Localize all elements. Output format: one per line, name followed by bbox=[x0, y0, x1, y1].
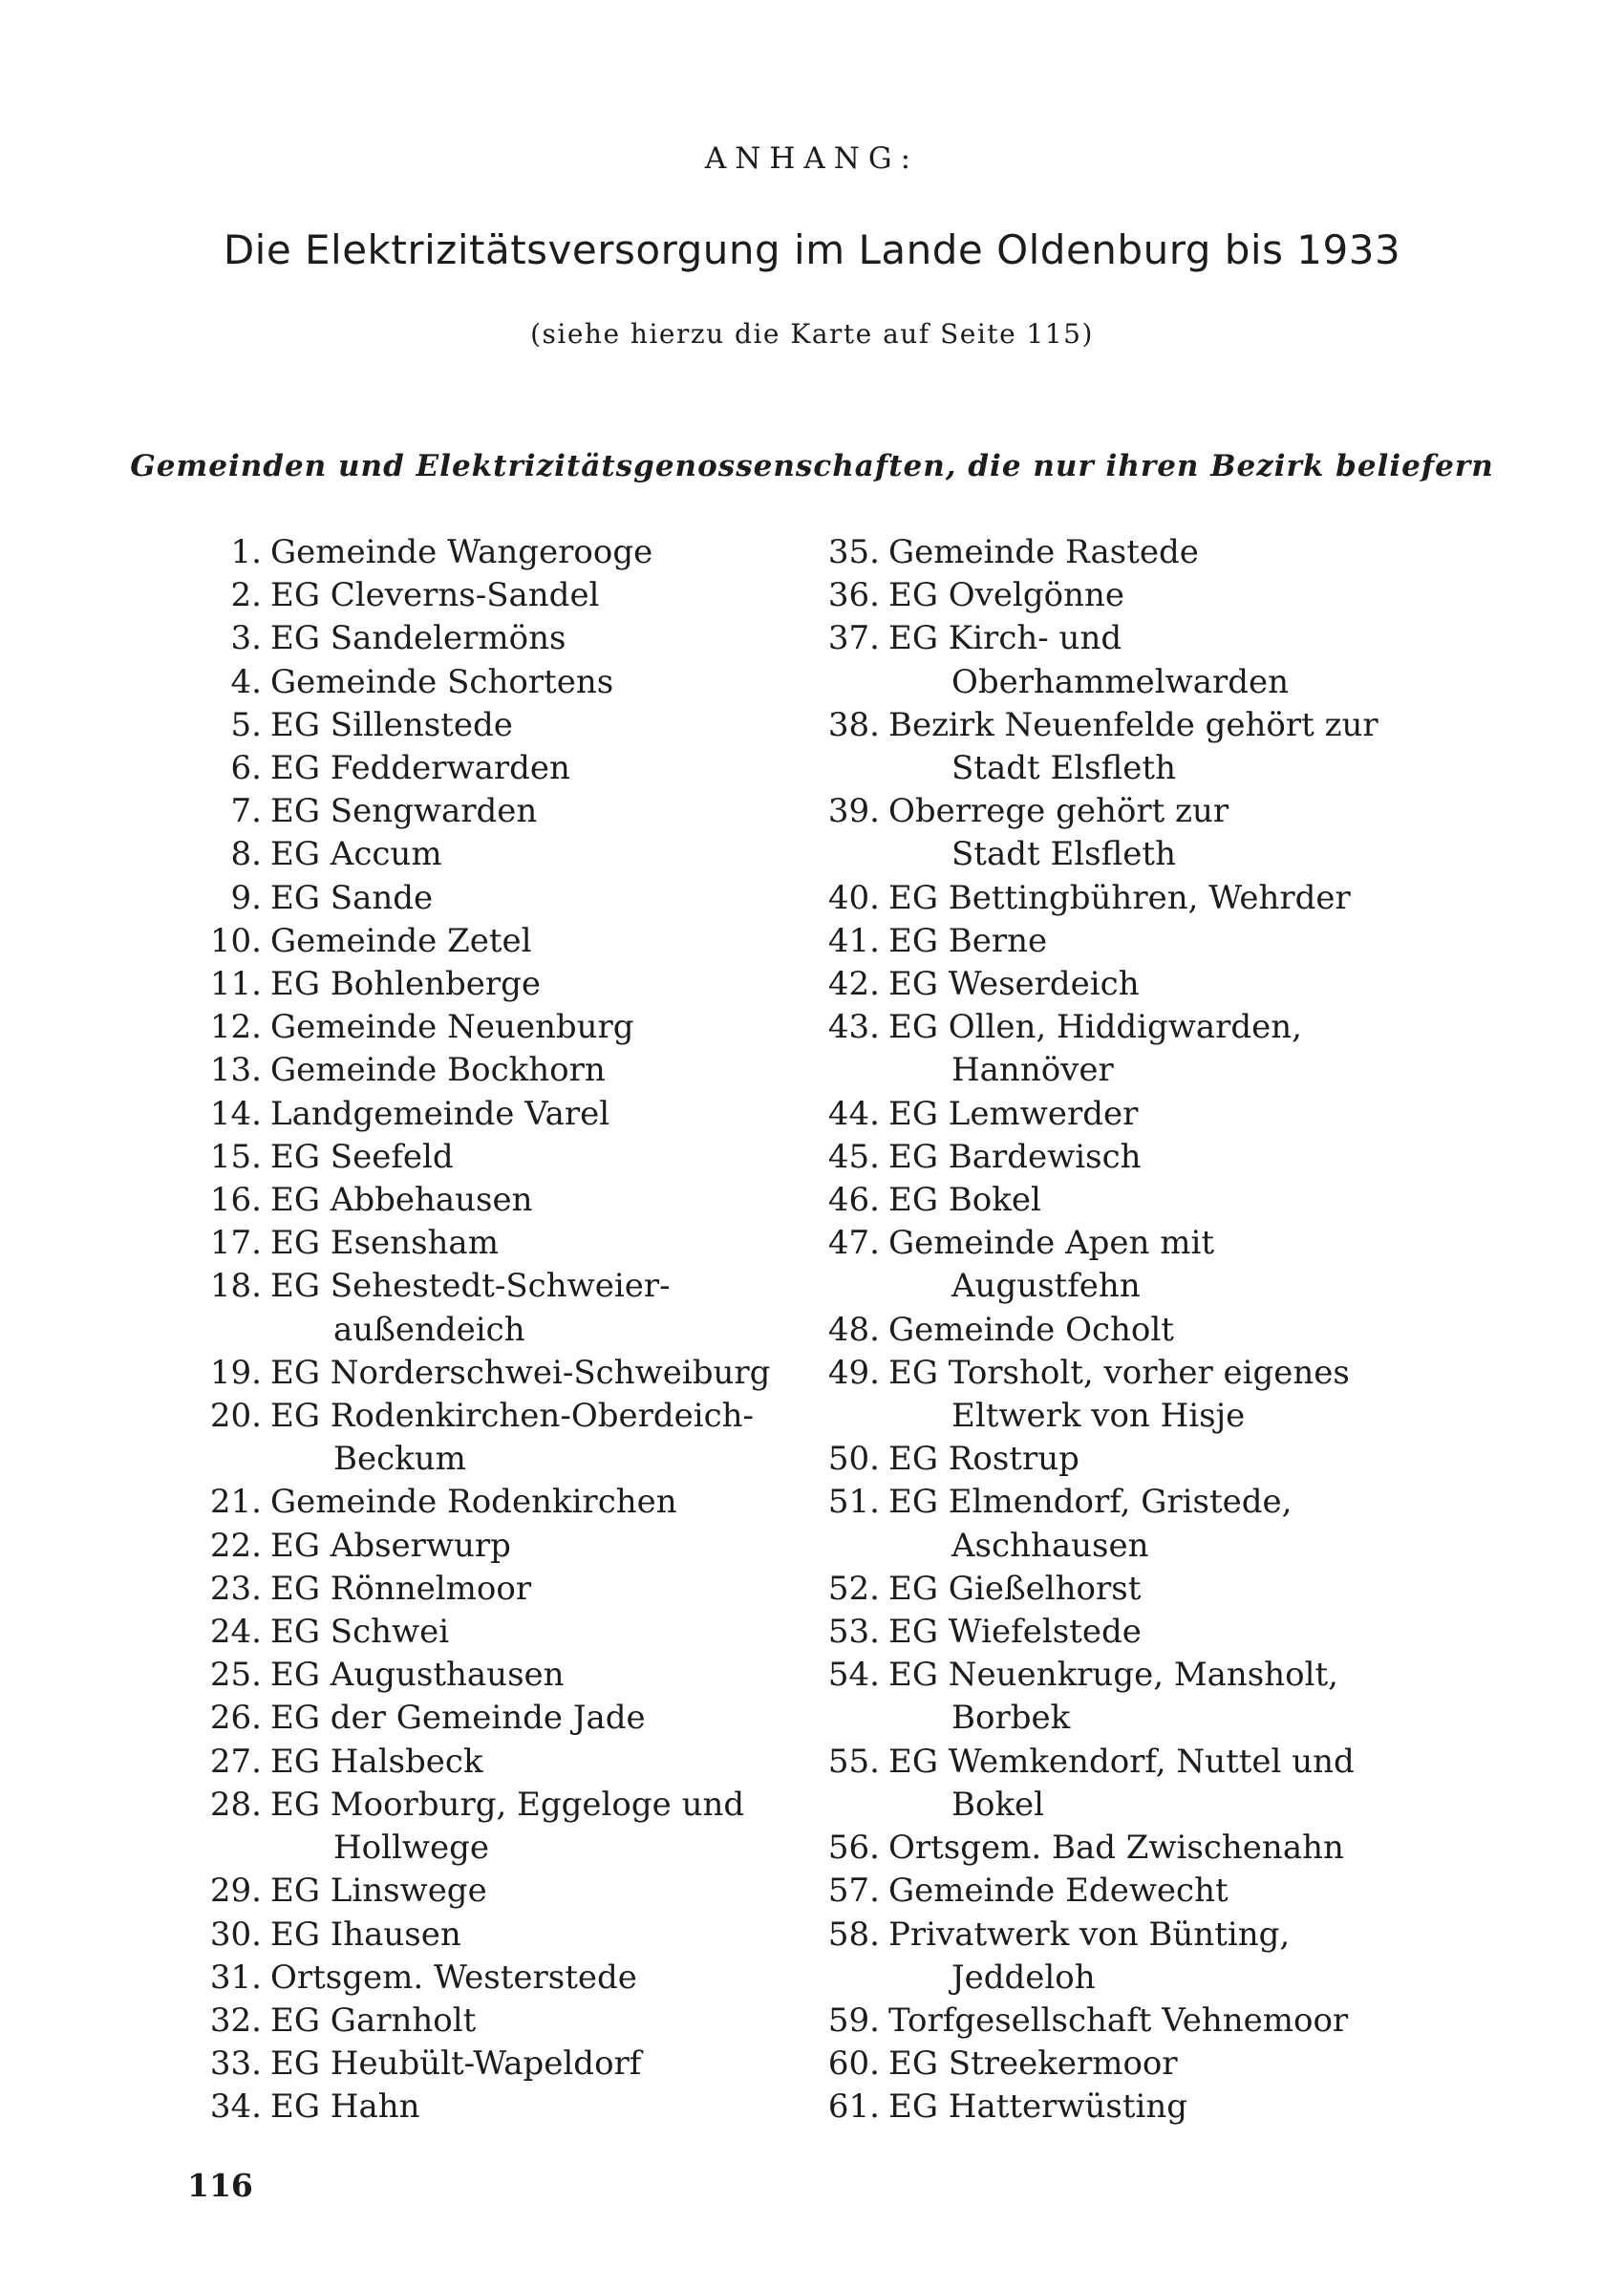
list-item-text bbox=[888, 1654, 1492, 1740]
list-item-number: 50. bbox=[827, 1440, 880, 1479]
list-item-line: EG Hahn bbox=[270, 2087, 420, 2127]
list-item-number: 12. bbox=[209, 1008, 262, 1047]
list-item-line: EG Moorburg, Eggeloge und bbox=[270, 1785, 745, 1824]
list-item bbox=[143, 1525, 802, 1568]
list-item-text bbox=[270, 1870, 802, 1913]
list-item bbox=[785, 1568, 1492, 1611]
list-item-text bbox=[270, 1525, 802, 1568]
list-item-line: Gemeinde Ocholt bbox=[888, 1310, 1174, 1349]
list-item bbox=[143, 1741, 802, 1784]
list-item-text bbox=[270, 1957, 802, 2000]
list-item bbox=[785, 1352, 1492, 1438]
list-item-number: 8. bbox=[230, 835, 262, 874]
list-item bbox=[785, 1914, 1492, 2000]
list-item-text bbox=[888, 1006, 1492, 1092]
list-item-text bbox=[888, 2043, 1492, 2086]
list-item-line: EG Sillenstede bbox=[270, 705, 513, 744]
list-item bbox=[785, 877, 1492, 920]
list-item-continuation: Jeddeloh bbox=[951, 1958, 1096, 1997]
list-item-number: 23. bbox=[209, 1569, 262, 1608]
list-item-line: EG Wiefelstede bbox=[888, 1613, 1142, 1652]
list-item-number: 1. bbox=[230, 533, 262, 571]
list-item-number: 37. bbox=[827, 619, 880, 658]
list-item-line: EG Bardewisch bbox=[888, 1137, 1142, 1176]
list-item-text bbox=[888, 1136, 1492, 1179]
list-item-text bbox=[888, 1870, 1492, 1913]
list-item-text bbox=[270, 747, 802, 790]
list-item-number: 48. bbox=[827, 1310, 880, 1349]
list-item-number: 46. bbox=[827, 1181, 880, 1220]
page-subtitle: (siehe hierzu die Karte auf Seite 115) bbox=[530, 318, 1094, 350]
list-item-line: Privatwerk von Bünting, bbox=[888, 1915, 1291, 1954]
list-item-text bbox=[888, 1568, 1492, 1611]
list-item bbox=[785, 1309, 1492, 1352]
list-item-number: 27. bbox=[209, 1742, 262, 1781]
list-item-line: EG Augusthausen bbox=[270, 1656, 565, 1695]
list-item bbox=[785, 704, 1492, 790]
list-item-line: EG Cleverns-Sandel bbox=[270, 576, 600, 615]
list-item-text bbox=[270, 1914, 802, 1957]
list-item-number: 42. bbox=[827, 965, 880, 1004]
list-item bbox=[143, 1352, 802, 1395]
list-item-number: 28. bbox=[209, 1785, 262, 1824]
list-item-text bbox=[270, 661, 802, 704]
list-item-number: 40. bbox=[827, 878, 880, 917]
list-item-number: 60. bbox=[827, 2044, 880, 2084]
list-item-number: 6. bbox=[230, 749, 262, 788]
list-item-text bbox=[270, 1741, 802, 1784]
list-item-number: 58. bbox=[827, 1915, 880, 1954]
list-item-continuation: Bokel bbox=[951, 1785, 1045, 1824]
list-item-continuation: Oberhammelwarden bbox=[951, 662, 1290, 701]
list-item-text bbox=[270, 531, 802, 574]
list-item-line: EG Seefeld bbox=[270, 1137, 454, 1176]
list-item bbox=[143, 1870, 802, 1913]
list-item-line: EG Gießelhorst bbox=[888, 1569, 1142, 1608]
list-item bbox=[785, 2043, 1492, 2086]
list-item-continuation: Hollwege bbox=[333, 1829, 489, 1868]
list-item-line: EG Bettingbühren, Wehrder bbox=[888, 878, 1351, 917]
list-item-text bbox=[270, 1352, 802, 1395]
list-item-line: Landgemeinde Varel bbox=[270, 1094, 610, 1133]
list-item-number: 18. bbox=[209, 1267, 262, 1306]
list-item-line: EG der Gemeinde Jade bbox=[270, 1699, 646, 1738]
list-item-line: Gemeinde Wangerooge bbox=[270, 533, 653, 571]
list-item-text bbox=[270, 877, 802, 920]
list-item-line: EG Neuenkruge, Mansholt, bbox=[888, 1656, 1338, 1695]
list-item-number: 36. bbox=[827, 576, 880, 615]
list-item-number: 14. bbox=[209, 1094, 262, 1133]
list-item bbox=[785, 1006, 1492, 1092]
list-item-number: 34. bbox=[209, 2087, 262, 2127]
list-item-number: 7. bbox=[230, 792, 262, 831]
list-item-text bbox=[888, 1179, 1492, 1222]
list-item-text bbox=[270, 1006, 802, 1049]
list-item-line: Oberrege gehört zur bbox=[888, 792, 1229, 831]
list-item bbox=[785, 1827, 1492, 1870]
list-item-continuation: außendeich bbox=[333, 1310, 525, 1349]
list-item bbox=[785, 790, 1492, 876]
list-item-continuation: Borbek bbox=[951, 1699, 1071, 1738]
list-item-line: EG Berne bbox=[888, 921, 1048, 960]
list-item-number: 15. bbox=[209, 1137, 262, 1176]
list-item bbox=[143, 963, 802, 1006]
list-item-line: EG Halsbeck bbox=[270, 1742, 483, 1781]
list-item-text bbox=[888, 1481, 1492, 1567]
list-item-number: 16. bbox=[209, 1181, 262, 1220]
list-item-text bbox=[888, 531, 1492, 574]
list-item-number: 9. bbox=[230, 878, 262, 917]
list-item-line: EG Torsholt, vorher eigenes bbox=[888, 1353, 1350, 1392]
list-item-line: Gemeinde Rodenkirchen bbox=[270, 1483, 677, 1522]
list-item-number: 35. bbox=[827, 533, 880, 571]
list-item-text bbox=[270, 574, 802, 617]
list-item-line: Gemeinde Rastede bbox=[888, 533, 1199, 571]
list-item-continuation: Stadt Elsfleth bbox=[951, 749, 1176, 788]
list-item-text bbox=[888, 2086, 1492, 2129]
list-item-text bbox=[888, 1309, 1492, 1352]
list-item-text bbox=[888, 704, 1492, 790]
list-item-line: Gemeinde Neuenburg bbox=[270, 1008, 634, 1047]
list-item-text bbox=[270, 2043, 802, 2086]
list-item bbox=[143, 574, 802, 617]
list-item-line: EG Abserwurp bbox=[270, 1526, 511, 1565]
list-item-text bbox=[270, 1654, 802, 1697]
list-item-line: EG Hatterwüsting bbox=[888, 2087, 1188, 2127]
list-item-continuation: Hannöver bbox=[951, 1051, 1114, 1090]
list-item-number: 26. bbox=[209, 1699, 262, 1738]
list-item-text bbox=[888, 963, 1492, 1006]
list-item-number: 56. bbox=[827, 1829, 880, 1868]
list-item bbox=[143, 1957, 802, 2000]
list-item-text bbox=[270, 1179, 802, 1222]
list-item bbox=[143, 1481, 802, 1524]
list-item-number: 52. bbox=[827, 1569, 880, 1608]
list-item-text bbox=[270, 617, 802, 660]
list-item-continuation: Augustfehn bbox=[951, 1267, 1141, 1306]
list-item-number: 30. bbox=[209, 1915, 262, 1954]
list-item-text bbox=[888, 1222, 1492, 1308]
list-item-line: EG Lemwerder bbox=[888, 1094, 1139, 1133]
list-item-text bbox=[888, 1093, 1492, 1136]
list-item-number: 17. bbox=[209, 1224, 262, 1263]
list-item-line: EG Rostrup bbox=[888, 1440, 1079, 1479]
list-item-line: EG Sengwarden bbox=[270, 792, 538, 831]
list-item bbox=[143, 1914, 802, 1957]
list-item-number: 10. bbox=[209, 921, 262, 960]
list-item-number: 32. bbox=[209, 2001, 262, 2040]
left-column-list bbox=[143, 531, 802, 2129]
list-item bbox=[143, 1611, 802, 1654]
list-item-text bbox=[270, 1136, 802, 1179]
list-item bbox=[785, 1136, 1492, 1179]
list-item-text bbox=[888, 877, 1492, 920]
list-item bbox=[785, 1093, 1492, 1136]
list-item bbox=[785, 617, 1492, 703]
list-item-number: 21. bbox=[209, 1483, 262, 1522]
list-item-line: EG Accum bbox=[270, 835, 442, 874]
list-item bbox=[143, 661, 802, 704]
list-item-number: 4. bbox=[230, 662, 262, 701]
list-item bbox=[143, 1049, 802, 1092]
list-item-number: 38. bbox=[827, 705, 880, 744]
list-item-line: EG Elmendorf, Gristede, bbox=[888, 1483, 1293, 1522]
list-item-text bbox=[888, 1438, 1492, 1481]
list-item-line: EG Rodenkirchen-Oberdeich- bbox=[270, 1397, 755, 1436]
list-item-text bbox=[888, 1827, 1492, 1870]
list-item-line: EG Sande bbox=[270, 878, 434, 917]
list-item-line: Gemeinde Edewecht bbox=[888, 1872, 1229, 1911]
list-item-number: 39. bbox=[827, 792, 880, 831]
list-item-number: 13. bbox=[209, 1051, 262, 1090]
list-item-number: 45. bbox=[827, 1137, 880, 1176]
list-item bbox=[143, 920, 802, 963]
list-item-text bbox=[270, 704, 802, 747]
list-item-text bbox=[270, 1784, 802, 1870]
list-item-continuation: Aschhausen bbox=[951, 1526, 1149, 1565]
list-item-text bbox=[270, 1611, 802, 1654]
section-heading: Gemeinden und Elektrizitätsgenossenschaften, die nur ihren Bezirk beliefern bbox=[130, 449, 1494, 483]
list-item-text bbox=[888, 920, 1492, 963]
list-item bbox=[785, 1222, 1492, 1308]
list-item-line: EG Bokel bbox=[888, 1181, 1041, 1220]
list-item bbox=[785, 2000, 1492, 2043]
list-item-text bbox=[270, 1222, 802, 1265]
list-item-number: 2. bbox=[230, 576, 262, 615]
list-item-text bbox=[270, 833, 802, 876]
list-item-line: EG Ollen, Hiddigwarden, bbox=[888, 1008, 1302, 1047]
list-item-line: EG Ihausen bbox=[270, 1915, 461, 1954]
list-item-number: 3. bbox=[230, 619, 262, 658]
list-item bbox=[785, 531, 1492, 574]
list-item-number: 61. bbox=[827, 2087, 880, 2127]
list-item bbox=[143, 617, 802, 660]
list-item bbox=[143, 790, 802, 833]
list-item-line: EG Garnholt bbox=[270, 2001, 477, 2040]
list-item-number: 19. bbox=[209, 1353, 262, 1392]
list-item bbox=[785, 1870, 1492, 1913]
list-item-number: 41. bbox=[827, 921, 880, 960]
list-item bbox=[143, 877, 802, 920]
list-item-line: EG Fedderwarden bbox=[270, 749, 570, 788]
list-item-number: 47. bbox=[827, 1224, 880, 1263]
list-item-text bbox=[270, 1049, 802, 1092]
list-item-number: 54. bbox=[827, 1656, 880, 1695]
list-item-line: Ortsgem. Westerstede bbox=[270, 1958, 637, 1997]
list-item-line: Gemeinde Apen mit bbox=[888, 1224, 1215, 1263]
list-item-line: EG Heubült-Wapeldorf bbox=[270, 2044, 642, 2084]
list-item-line: EG Norderschwei-Schweiburg bbox=[270, 1353, 771, 1392]
list-item-text bbox=[270, 1265, 802, 1351]
list-item bbox=[785, 1481, 1492, 1567]
list-item-number: 51. bbox=[827, 1483, 880, 1522]
list-item-line: EG Kirch- und bbox=[888, 619, 1122, 658]
list-item-text bbox=[270, 1568, 802, 1611]
list-item-text bbox=[888, 790, 1492, 876]
list-item-text bbox=[888, 1741, 1492, 1827]
list-item-number: 57. bbox=[827, 1872, 880, 1911]
list-item bbox=[143, 833, 802, 876]
list-item-text bbox=[888, 617, 1492, 703]
appendix-label: ANHANG: bbox=[704, 141, 920, 176]
list-item-text bbox=[270, 963, 802, 1006]
list-item bbox=[143, 2086, 802, 2129]
list-item-number: 49. bbox=[827, 1353, 880, 1392]
list-item-text bbox=[270, 920, 802, 963]
list-item-line: EG Linswege bbox=[270, 1872, 487, 1911]
list-item-number: 5. bbox=[230, 705, 262, 744]
list-item-text bbox=[270, 2000, 802, 2043]
list-item-text bbox=[888, 1611, 1492, 1654]
list-item bbox=[143, 1136, 802, 1179]
list-item bbox=[785, 574, 1492, 617]
list-item-line: EG Esensham bbox=[270, 1224, 499, 1263]
list-item-line: EG Bohlenberge bbox=[270, 965, 542, 1004]
list-item bbox=[785, 920, 1492, 963]
list-item-number: 43. bbox=[827, 1008, 880, 1047]
list-item-text bbox=[270, 1093, 802, 1136]
list-item-line: EG Schwei bbox=[270, 1613, 450, 1652]
list-item-line: Gemeinde Schortens bbox=[270, 662, 614, 701]
list-item-line: Torfgesellschaft Vehnemoor bbox=[888, 2001, 1349, 2040]
list-item bbox=[143, 1395, 802, 1481]
list-item-number: 55. bbox=[827, 1742, 880, 1781]
list-item-number: 44. bbox=[827, 1094, 880, 1133]
list-item bbox=[785, 1179, 1492, 1222]
list-item bbox=[785, 963, 1492, 1006]
list-item-number: 59. bbox=[827, 2001, 880, 2040]
list-item bbox=[785, 2086, 1492, 2129]
list-item bbox=[143, 1697, 802, 1740]
list-item-line: Ortsgem. Bad Zwischenahn bbox=[888, 1829, 1344, 1868]
list-item-line: EG Wemkendorf, Nuttel und bbox=[888, 1742, 1355, 1781]
page-number: 116 bbox=[187, 2167, 253, 2204]
list-item-text bbox=[270, 1697, 802, 1740]
list-item-text bbox=[270, 1481, 802, 1524]
list-item bbox=[785, 1438, 1492, 1481]
list-item bbox=[143, 1179, 802, 1222]
list-item-continuation: Stadt Elsfleth bbox=[951, 835, 1176, 874]
right-column-list bbox=[785, 531, 1492, 2129]
list-item-number: 33. bbox=[209, 2044, 262, 2084]
list-item-text bbox=[270, 2086, 802, 2129]
list-item-text bbox=[270, 1395, 802, 1481]
list-item-number: 11. bbox=[209, 965, 262, 1004]
list-item bbox=[143, 1654, 802, 1697]
list-item-number: 53. bbox=[827, 1613, 880, 1652]
list-item-number: 29. bbox=[209, 1872, 262, 1911]
list-item-line: Gemeinde Zetel bbox=[270, 921, 532, 960]
list-item bbox=[143, 531, 802, 574]
list-item bbox=[143, 2000, 802, 2043]
list-item bbox=[143, 1784, 802, 1870]
list-item-line: Gemeinde Bockhorn bbox=[270, 1051, 606, 1090]
page-title: Die Elektrizitätsversorgung im Lande Oldenburg bis 1933 bbox=[223, 226, 1401, 273]
list-item bbox=[143, 1222, 802, 1265]
list-item-text bbox=[270, 790, 802, 833]
list-item-number: 25. bbox=[209, 1656, 262, 1695]
list-item-continuation: Beckum bbox=[333, 1440, 466, 1479]
list-item-line: EG Ovelgönne bbox=[888, 576, 1125, 615]
list-item bbox=[143, 1265, 802, 1351]
list-item-continuation: Eltwerk von Hisje bbox=[951, 1397, 1246, 1436]
list-item-number: 31. bbox=[209, 1958, 262, 1997]
list-item-line: Bezirk Neuenfelde gehört zur bbox=[888, 705, 1378, 744]
list-item-text bbox=[888, 574, 1492, 617]
list-item-line: EG Streekermoor bbox=[888, 2044, 1178, 2084]
list-item bbox=[785, 1654, 1492, 1740]
list-item-text bbox=[888, 1352, 1492, 1438]
list-item-text bbox=[888, 1914, 1492, 2000]
list-item bbox=[143, 1568, 802, 1611]
list-item-text bbox=[888, 2000, 1492, 2043]
list-item-number: 20. bbox=[209, 1397, 262, 1436]
list-item bbox=[143, 1006, 802, 1049]
list-item bbox=[143, 704, 802, 747]
list-item bbox=[143, 2043, 802, 2086]
list-item-number: 22. bbox=[209, 1526, 262, 1565]
list-item-line: EG Weserdeich bbox=[888, 965, 1140, 1004]
list-item bbox=[785, 1741, 1492, 1827]
list-item-line: EG Abbehausen bbox=[270, 1181, 533, 1220]
list-item bbox=[143, 747, 802, 790]
list-item bbox=[785, 1611, 1492, 1654]
list-item-line: EG Sehestedt-Schweier- bbox=[270, 1267, 671, 1306]
list-item bbox=[143, 1093, 802, 1136]
list-item-line: EG Rönnelmoor bbox=[270, 1569, 532, 1608]
list-item-line: EG Sandelermöns bbox=[270, 619, 566, 658]
list-item-number: 24. bbox=[209, 1613, 262, 1652]
